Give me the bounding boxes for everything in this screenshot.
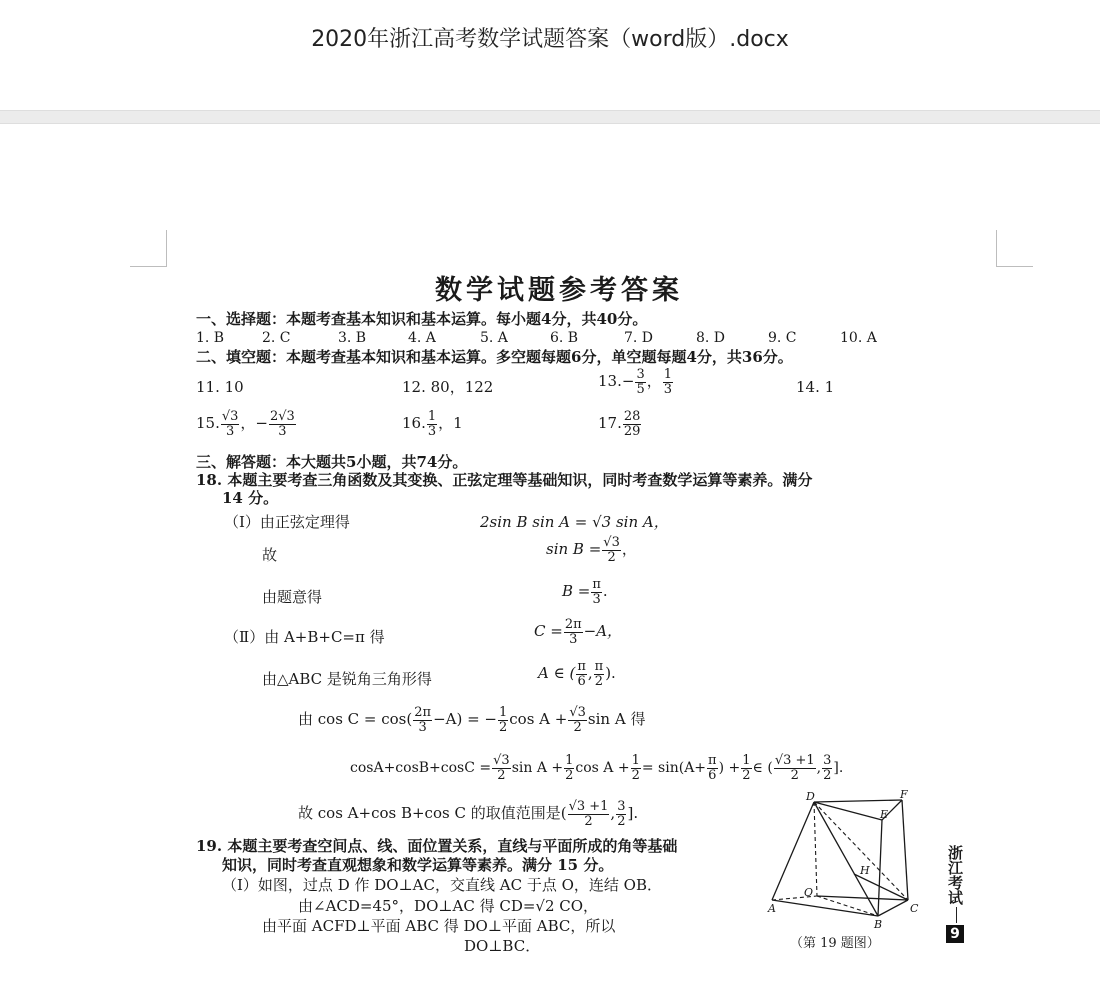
edge-DE (814, 802, 882, 820)
text: sin A + (511, 760, 564, 777)
q18-A-range (538, 660, 616, 688)
q19-heading-line-1: 19. 本题主要考查空间点、线、面位置关系，直线与平面所成的角等基础 (196, 837, 678, 855)
section-2-title: 二、填空题：本题考查基本知识和基本运算。多空题每题6分，单空题每题4分，共36分。 (196, 348, 793, 366)
denominator: 2 (617, 813, 626, 829)
fraction (594, 660, 605, 688)
minus-sign: − (621, 372, 635, 391)
q18-gu: 故 (262, 546, 278, 564)
title-bar (0, 0, 1100, 110)
fraction (492, 754, 511, 782)
denominator: 3 (569, 631, 578, 647)
mc-answer: 9. C (768, 330, 797, 346)
denominator: 2 (594, 673, 604, 689)
numerator: 28 (623, 409, 641, 424)
q18-B-equation (562, 578, 608, 606)
q18-heading-line-2: 14 分。 (222, 489, 279, 507)
denominator: 3 (278, 423, 287, 439)
mc-answer: 4. A (408, 330, 436, 346)
text: cos A + (575, 760, 630, 777)
numerator: 3 (636, 367, 645, 382)
mc-answer: 3. B (338, 330, 367, 346)
fraction (741, 754, 751, 782)
mc-answer-row (196, 330, 890, 347)
q19-line-1: （Ⅰ）如图，过点 D 作 DO⊥AC，交直线 AC 于点 O，连结 OB． (222, 876, 662, 894)
numerator: 3 (823, 753, 832, 768)
section-3-title: 三、解答题：本大题共5小题，共74分。 (196, 453, 468, 471)
answer-16 (402, 410, 463, 438)
edge-BC (878, 900, 908, 916)
numerator: 1 (427, 409, 437, 424)
fraction (631, 754, 641, 782)
mc-answer: 1. B (196, 330, 225, 346)
fraction (221, 410, 240, 438)
numerator: 1 (565, 753, 574, 768)
q18-final-line (298, 800, 638, 828)
numerator: 1 (663, 367, 673, 382)
edge-FC (902, 800, 908, 900)
toolbar-divider (0, 110, 1100, 124)
fraction (591, 578, 602, 606)
text: ) + (718, 760, 741, 777)
answer-14: 14. 1 (796, 378, 835, 396)
denominator: 2 (499, 719, 508, 735)
document-title: 2020年浙江高考数学试题答案（word版）.docx (311, 27, 789, 52)
eq-lhs: A ∈ ( (538, 664, 576, 683)
eq-tail: ). (605, 664, 616, 683)
fraction (707, 754, 718, 782)
point-label-C: C (910, 902, 919, 915)
fraction (427, 410, 437, 438)
sidebar-rule (956, 907, 957, 923)
mc-answer: 6. B (550, 330, 579, 346)
answer-17 (598, 410, 642, 438)
eq-tail: −A， (583, 622, 623, 641)
numerator: π (577, 659, 586, 674)
q18-cosC-line (298, 706, 645, 734)
fraction (413, 706, 432, 734)
eq-lhs: B = (562, 582, 591, 601)
text: ∈ ( (752, 760, 773, 777)
denominator: 2 (823, 767, 832, 783)
fraction (663, 368, 673, 396)
page-sidebar (946, 845, 968, 943)
numerator: 2√3 (270, 409, 295, 424)
text: ]. (833, 760, 844, 777)
denominator: 2 (584, 813, 593, 829)
fraction (623, 410, 642, 438)
q18-acute: 由△ABC 是锐角三角形得 (262, 670, 432, 688)
numerator: π (708, 753, 717, 768)
page-corner-mark-right (996, 230, 1033, 267)
text: cosA+cosB+cosC = (350, 760, 492, 777)
denominator: 3 (592, 591, 601, 607)
numerator: 1 (499, 705, 508, 720)
separator: ，− (240, 414, 268, 433)
mc-answer: 8. D (696, 330, 726, 346)
answer-15 (196, 410, 297, 438)
point-label-O: O (804, 886, 814, 899)
text: 故 cos A+cos B+cos C 的取值范围是( (298, 804, 567, 823)
numerator: 3 (617, 799, 626, 814)
numerator: π (592, 577, 601, 592)
text: cos A + (509, 710, 568, 729)
answer-12: 12. 80，122 (402, 378, 494, 396)
q19-line-4: DO⊥BC． (464, 937, 541, 955)
q18-part2-label: （Ⅱ）由 A+B+C=π 得 (224, 628, 385, 646)
edge-OC (817, 896, 908, 900)
answer-tail: ，1 (438, 414, 463, 433)
eq-tail: . (602, 582, 608, 601)
fraction (564, 618, 583, 646)
answer-11: 11. 10 (196, 378, 244, 396)
denominator: 2 (607, 549, 616, 565)
numerator: 2π (564, 617, 582, 632)
denominator: 3 (427, 423, 437, 439)
page-number: 9 (946, 925, 964, 943)
denominator: 3 (663, 381, 673, 397)
fraction (616, 800, 626, 828)
text: −A) = − (433, 710, 497, 729)
separator: , (587, 664, 593, 683)
section-1-title: 一、选择题：本题考查基本知识和基本运算。每小题4分，共40分。 (196, 310, 648, 328)
mc-answer: 7. D (624, 330, 654, 346)
q18-part1-equation: 2sin B sin A = √3 sin A， (480, 513, 669, 531)
mc-answer: 5. A (480, 330, 508, 346)
text: , (610, 804, 616, 823)
mc-answer: 2. C (262, 330, 291, 346)
text: 由 cos C = cos( (298, 710, 413, 729)
fraction (564, 754, 574, 782)
q18-tiyi: 由题意得 (262, 588, 323, 606)
numerator: 1 (631, 753, 640, 768)
page-corner-mark-left (130, 230, 167, 267)
text: sin A 得 (587, 710, 646, 729)
eq-lhs: C = (534, 622, 563, 641)
denominator: 2 (790, 767, 799, 783)
numerator: √3 (603, 535, 620, 550)
q19-line-2: 由∠ACD=45°，DO⊥AC 得 CD=√2 CO， (298, 897, 599, 915)
numerator: √3 +1 (568, 799, 609, 814)
denominator: 2 (497, 767, 506, 783)
numerator: √3 (221, 409, 239, 424)
answer-label: 17. (598, 414, 622, 433)
fraction (635, 368, 645, 396)
denominator: 3 (226, 423, 235, 439)
denominator: 2 (742, 767, 751, 783)
numerator: π (594, 659, 604, 674)
edge-DO (814, 802, 817, 896)
point-label-B: B (874, 918, 883, 931)
figure-caption: （第 19 题图） (790, 936, 880, 951)
point-label-A: A (768, 902, 776, 915)
fraction (498, 706, 508, 734)
sidebar-label: 浙江考试 (946, 845, 964, 905)
numerator: √3 (493, 753, 510, 768)
answer-13 (598, 368, 674, 396)
denominator: 2 (631, 767, 640, 783)
denominator: 2 (565, 767, 574, 783)
numerator: 1 (742, 753, 751, 768)
answer-label: 16. (402, 414, 426, 433)
denominator: 2 (573, 719, 582, 735)
fraction (269, 410, 296, 438)
edge-AB (772, 900, 878, 916)
separator: ， (646, 372, 662, 391)
denominator: 6 (577, 673, 586, 689)
fraction (568, 706, 587, 734)
q18-heading-line-1: 18. 本题主要考查三角函数及其变换、正弦定理等基础知识，同时考查数学运算等素养。满分 (196, 471, 813, 489)
q19-line-3: 由平面 ACFD⊥平面 ABC 得 DO⊥平面 ABC，所以 (262, 917, 616, 935)
q18-C-equation (534, 618, 622, 646)
denominator: 3 (418, 719, 427, 735)
point-label-F: F (900, 788, 908, 801)
denominator: 29 (623, 423, 641, 439)
q19-heading-line-2: 知识，同时考查直观想象和数学运算等素养。满分 15 分。 (222, 856, 614, 874)
edge-EB (878, 820, 882, 916)
text: , (816, 760, 822, 777)
fraction (822, 754, 832, 782)
edge-DF (814, 800, 902, 802)
point-label-H: H (860, 864, 870, 877)
mc-answer: 10. A (840, 330, 877, 346)
answer-label: 13. (598, 372, 622, 391)
numerator: 2π (414, 705, 432, 720)
numerator: √3 (569, 705, 586, 720)
page-heading: 数学试题参考答案 (435, 275, 683, 306)
denominator: 6 (708, 767, 717, 783)
fraction (568, 800, 610, 828)
point-label-D: D (806, 790, 815, 803)
text: ]. (627, 804, 639, 823)
fraction (602, 536, 621, 564)
point-label-E: E (880, 808, 889, 821)
eq-tail: ， (621, 540, 637, 559)
fraction (774, 754, 816, 782)
fraction (576, 660, 587, 688)
numerator: √3 +1 (774, 753, 815, 768)
answer-label: 15. (196, 414, 220, 433)
text: = sin(A+ (641, 760, 707, 777)
q18-sum-line (350, 754, 843, 782)
eq-lhs: sin B = (546, 540, 602, 559)
q18-part1-label: （Ⅰ）由正弦定理得 (224, 513, 350, 531)
denominator: 5 (636, 381, 645, 397)
q18-sinB-equation (546, 536, 637, 564)
